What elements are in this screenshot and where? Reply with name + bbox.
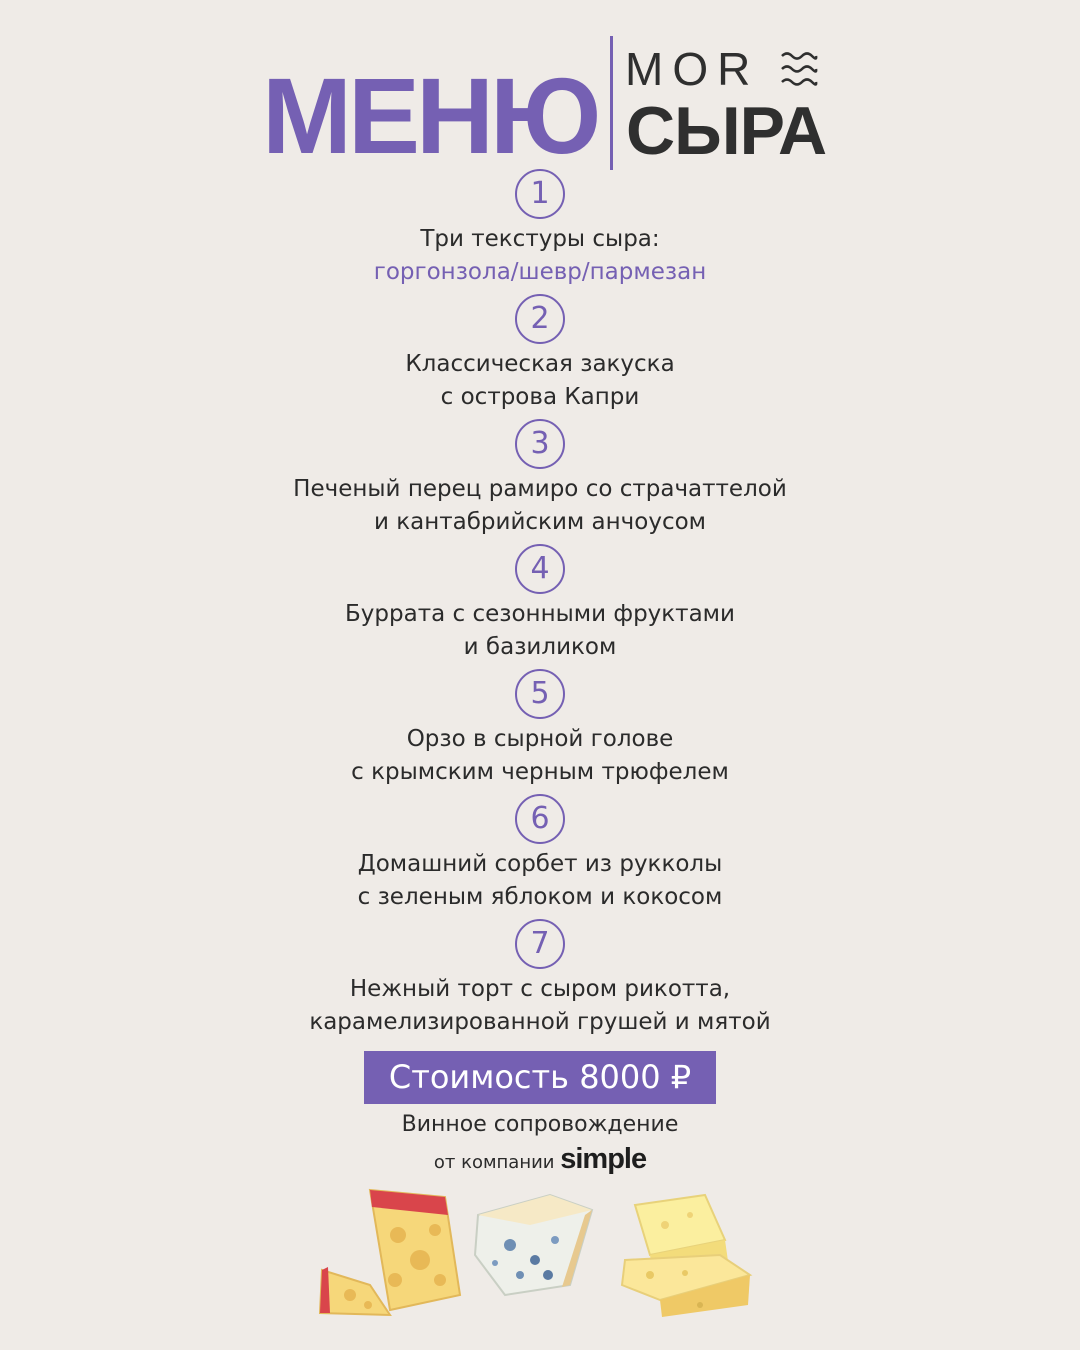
list-item bbox=[0, 794, 1080, 914]
item-number: 1 bbox=[515, 169, 565, 219]
list-item bbox=[0, 419, 1080, 539]
price-badge: Стоимость 8000 ₽ bbox=[364, 1051, 716, 1104]
swiss-cheese-icon bbox=[320, 1190, 460, 1315]
item-subtitle: с крымским черным трюфелем bbox=[351, 759, 729, 785]
item-title: Домашний сорбет из рукколы bbox=[357, 851, 723, 877]
item-title: Орзо в сырной голове bbox=[406, 726, 674, 752]
item-title: Классическая закуска bbox=[405, 351, 675, 377]
blue-cheese-icon bbox=[475, 1195, 592, 1295]
item-number: 7 bbox=[515, 919, 565, 969]
item-title: Буррата с сезонными фруктами bbox=[345, 601, 735, 627]
wine-pairing-label: Винное сопровождение bbox=[401, 1112, 679, 1137]
header bbox=[0, 30, 1080, 176]
item-subtitle: с зеленым яблоком и кокосом bbox=[357, 884, 723, 910]
header-divider bbox=[610, 36, 613, 170]
item-title: Нежный торт с сыром рикотта, bbox=[349, 976, 731, 1002]
wine-company-prefix: от компании bbox=[433, 1152, 555, 1173]
item-subtitle: горгонзола/шевр/пармезан bbox=[373, 259, 707, 285]
item-number: 5 bbox=[515, 669, 565, 719]
item-title: Три текстуры сыра: bbox=[420, 226, 660, 252]
item-title: Печеный перец рамиро со страчаттелой bbox=[293, 476, 787, 502]
list-item bbox=[0, 669, 1080, 789]
brand-logo-bottom: СЫРА bbox=[626, 93, 827, 169]
list-item bbox=[0, 294, 1080, 414]
brand-logo-top: MOR bbox=[625, 43, 760, 95]
item-subtitle: и кантабрийским анчоусом bbox=[373, 509, 707, 535]
waves-icon bbox=[780, 50, 818, 90]
page-title: МЕНЮ bbox=[262, 55, 598, 176]
item-subtitle: и базиликом bbox=[463, 634, 617, 660]
item-number: 3 bbox=[515, 419, 565, 469]
item-number: 2 bbox=[515, 294, 565, 344]
item-number: 4 bbox=[515, 544, 565, 594]
item-number: 6 bbox=[515, 794, 565, 844]
list-item bbox=[0, 544, 1080, 664]
hard-cheese-icon bbox=[622, 1195, 750, 1317]
list-item bbox=[0, 169, 1080, 289]
list-item bbox=[0, 919, 1080, 1039]
simple-logo: simple bbox=[560, 1143, 647, 1175]
item-subtitle: карамелизированной грушей и мятой bbox=[309, 1009, 771, 1035]
item-subtitle: с острова Капри bbox=[440, 384, 640, 410]
cheese-illustrations bbox=[300, 1175, 770, 1325]
